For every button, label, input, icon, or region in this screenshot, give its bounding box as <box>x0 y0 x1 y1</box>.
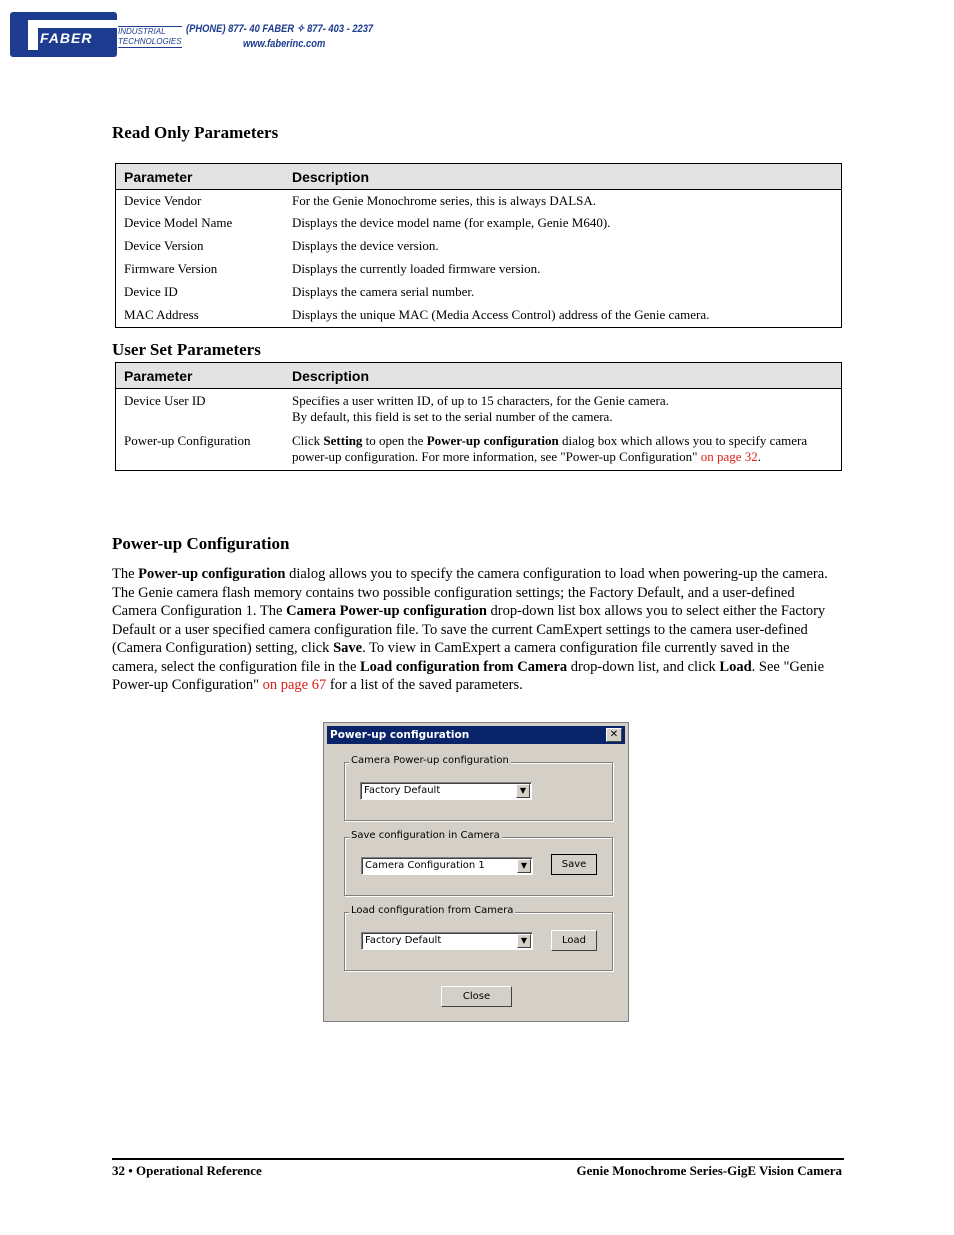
table-row: Device Version Displays the device version. <box>124 237 439 253</box>
col-parameter: Parameter <box>116 363 285 389</box>
save-button[interactable]: Save <box>551 854 597 875</box>
read-only-table <box>115 163 842 328</box>
read-only-heading: Read Only Parameters <box>112 123 279 142</box>
footer-doc-title: Genie Monochrome Series-GigE Vision Camera <box>576 1163 842 1178</box>
phone-numbers: (PHONE) 877- 40 FABER ✧ 877- 403 - 2237 <box>186 23 374 35</box>
website-url: www.faberinc.com <box>243 38 326 50</box>
powerup-heading: Power-up Configuration <box>112 534 290 553</box>
cross-reference-link[interactable]: "Genie Power-up Configuration" <box>112 658 825 693</box>
chevron-down-icon[interactable]: ▼ <box>516 784 530 798</box>
camera-powerup-group: Camera Power-up configuration Factory Default ▼ <box>344 762 613 821</box>
close-button[interactable]: Close <box>441 986 512 1007</box>
save-config-group: Save configuration in Camera Camera Configuration 1 ▼ Save <box>344 837 613 896</box>
load-config-group: Load configuration from Camera Factory Default ▼ Load <box>344 912 613 971</box>
load-button[interactable]: Load <box>551 930 597 951</box>
user-set-heading: User Set Parameters <box>112 340 261 359</box>
footer-rule <box>112 1158 844 1160</box>
footer-page-section: 32 • Operational Reference <box>112 1163 262 1178</box>
close-icon[interactable]: ✕ <box>606 728 622 742</box>
page-link[interactable]: on page 67 <box>258 677 327 693</box>
col-parameter: Parameter <box>116 164 285 190</box>
table-row: Device ID Displays the camera serial number. <box>124 283 475 299</box>
cross-reference-link[interactable]: "Power-up Configuration" <box>560 449 698 464</box>
table-row: Device Model Name Displays the device model name (for example, Genie M640). <box>124 214 611 230</box>
page-link[interactable]: on page 32 <box>697 449 758 464</box>
user-set-table <box>115 362 842 471</box>
col-description: Description <box>284 164 842 190</box>
chevron-down-icon[interactable]: ▼ <box>517 859 531 873</box>
logo-subtitle: INDUSTRIAL TECHNOLOGIES <box>118 27 182 46</box>
save-config-select[interactable]: Camera Configuration 1 ▼ <box>361 857 533 875</box>
camera-powerup-select[interactable]: Factory Default ▼ <box>360 782 532 800</box>
table-row: Device Vendor For the Genie Monochrome series, this is always DALSA. <box>124 193 597 208</box>
table-row: Firmware Version Displays the currently loaded firmware version. <box>124 260 541 276</box>
powerup-dialog <box>323 722 629 1022</box>
load-config-select[interactable]: Factory Default ▼ <box>361 932 533 950</box>
dialog-titlebar: Power-up configuration ✕ <box>327 726 625 744</box>
powerup-paragraph: The Power-up configuration dialog allows you to specify the camera configuration to load when powering-up the camera. The Genie camera flash memory contains two possible configuration settings; the Factory Default, and a user-defined Camera Configuration 1. The Camera Power-up configuration drop-down list box allows you to select either the Factory Default or a user specified camera configuration file. To save the current CamExpert settings to the camera user-defined (Camera Configuration) setting, click Save. To view in CamExpert a camera configuration file currently saved in the camera, select the configuration file in the Load configuration from Camera drop-down list, and click Load. See "Genie Power-up Configuration" on page 67 for a list of the saved parameters. <box>112 566 828 693</box>
logo-text: FABER <box>40 30 93 46</box>
table-row: Device User ID Specifies a user written ID, of up to 15 characters, for the Genie camera. By default, this field is set to the serial number of the camera. <box>124 393 669 424</box>
table-row: MAC Address Displays the unique MAC (Media Access Control) address of the Genie camera. <box>124 306 710 322</box>
chevron-down-icon[interactable]: ▼ <box>517 934 531 948</box>
col-description: Description <box>284 363 842 389</box>
company-logo <box>10 12 117 57</box>
table-row: Power-up Configuration Click Setting to open the Power-up configuration dialog box which allows you to specify camera power-up configuration. For more information, see "Power-up Configuration" on page 32. <box>124 433 808 464</box>
